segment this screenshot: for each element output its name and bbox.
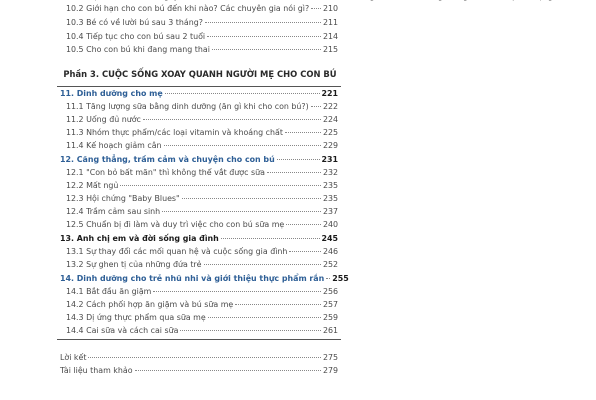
toc-entry-11-4: 11.4 Kế hoạch giảm cân 229 <box>66 141 338 150</box>
toc-entry-14-3: 14.3 Dị ứng thực phẩm qua sữa mẹ 259 <box>66 313 338 322</box>
leader-dots <box>311 106 321 107</box>
leader-dots <box>289 251 321 252</box>
leader-dots <box>180 330 321 331</box>
leader-dots <box>182 198 321 199</box>
leader-dots <box>164 145 321 146</box>
leader-dots <box>326 278 330 279</box>
leader-dots <box>267 172 321 173</box>
toc-entry-10-4: 10.4 Tiếp tục cho con bú sau 2 tuổi 214 <box>66 32 338 41</box>
toc-entry-12-1: 12.1 "Con bỏ bất mãn" thì không thể vắt được sữa 232 <box>66 168 338 177</box>
toc-chapter-13: 13. Anh chị em và đời sống gia đình 245 <box>60 234 338 243</box>
toc-entry-14-4: 14.4 Cai sữa và cách cai sữa 261 <box>66 326 338 335</box>
toc-chapter-12: 12. Căng thẳng, trầm cảm và chuyện cho con bú 231 <box>60 155 338 164</box>
leader-dots <box>153 291 321 292</box>
toc-entry-13-1: 13.1 Sự thay đổi các mối quan hệ và cuộc sống gia đình 246 <box>66 247 338 256</box>
leader-dots <box>120 185 321 186</box>
divider-top <box>57 86 341 87</box>
leader-dots <box>208 317 321 318</box>
leader-dots <box>221 238 320 239</box>
toc-chapter-11: 11. Dinh dưỡng cho mẹ 221 <box>60 89 338 98</box>
leader-dots <box>205 22 321 23</box>
leader-dots <box>235 304 321 305</box>
toc-entry-11-2: 11.2 Uống đủ nước 224 <box>66 115 338 124</box>
toc-entry-10-3: 10.3 Bé có về lười bú sau 3 tháng? 211 <box>66 18 338 27</box>
leader-dots <box>286 224 321 225</box>
toc-entry-10-2: 10.2 Giới hạn cho con bú đến khi nào? Các chuyên gia nói gì? 210 <box>66 4 338 13</box>
leader-dots <box>162 211 321 212</box>
toc-entry-14-1: 14.1 Bắt đầu ăn giặm 256 <box>66 287 338 296</box>
leader-dots <box>207 36 321 37</box>
toc-back-matter-references: Tài liệu tham khảo 279 <box>60 366 338 375</box>
leader-dots <box>285 132 321 133</box>
leader-dots <box>311 8 321 9</box>
divider-bottom <box>57 339 341 340</box>
leader-dots <box>143 119 321 120</box>
toc-entry-11-3: 11.3 Nhóm thực phẩm/các loại vitamin và khoáng chất 225 <box>66 128 338 137</box>
toc-entry-12-5: 12.5 Chuẩn bị đi làm và duy trì việc cho con bú sữa mẹ 240 <box>66 220 338 229</box>
toc-chapter-14: 14. Dinh dưỡng cho trẻ nhũ nhi và giới thiệu thực phẩm rắn 255 <box>60 274 349 283</box>
toc-entry-13-2: 13.2 Sự ghen tị của những đứa trẻ 252 <box>66 260 338 269</box>
part-heading: Phần 3. CUỘC SỐNG XOAY QUANH NGƯỜI MẸ CHO CON BÚ <box>63 69 337 79</box>
toc-entry-14-2: 14.2 Cách phối hợp ăn giặm và bú sữa mẹ 257 <box>66 300 338 309</box>
leader-dots <box>88 357 320 358</box>
leader-dots <box>204 264 321 265</box>
toc-entry-10-5: 10.5 Cho con bú khi đang mang thai 215 <box>66 45 338 54</box>
toc-entry-11-1: 11.1 Tăng lượng sữa bằng dinh dưỡng (ăn gì khi cho con bú?) 222 <box>66 102 338 111</box>
toc-entry-12-2: 12.2 Mất ngủ 235 <box>66 181 338 190</box>
toc-entry-12-3: 12.3 Hội chứng "Baby Blues" 235 <box>66 194 338 203</box>
leader-dots <box>277 159 320 160</box>
toc-back-matter-closing: Lời kết 275 <box>60 353 338 362</box>
leader-dots <box>212 49 321 50</box>
toc-entry-12-4: 12.4 Trầm cảm sau sinh 237 <box>66 207 338 216</box>
leader-dots <box>165 93 320 94</box>
leader-dots <box>135 370 321 371</box>
